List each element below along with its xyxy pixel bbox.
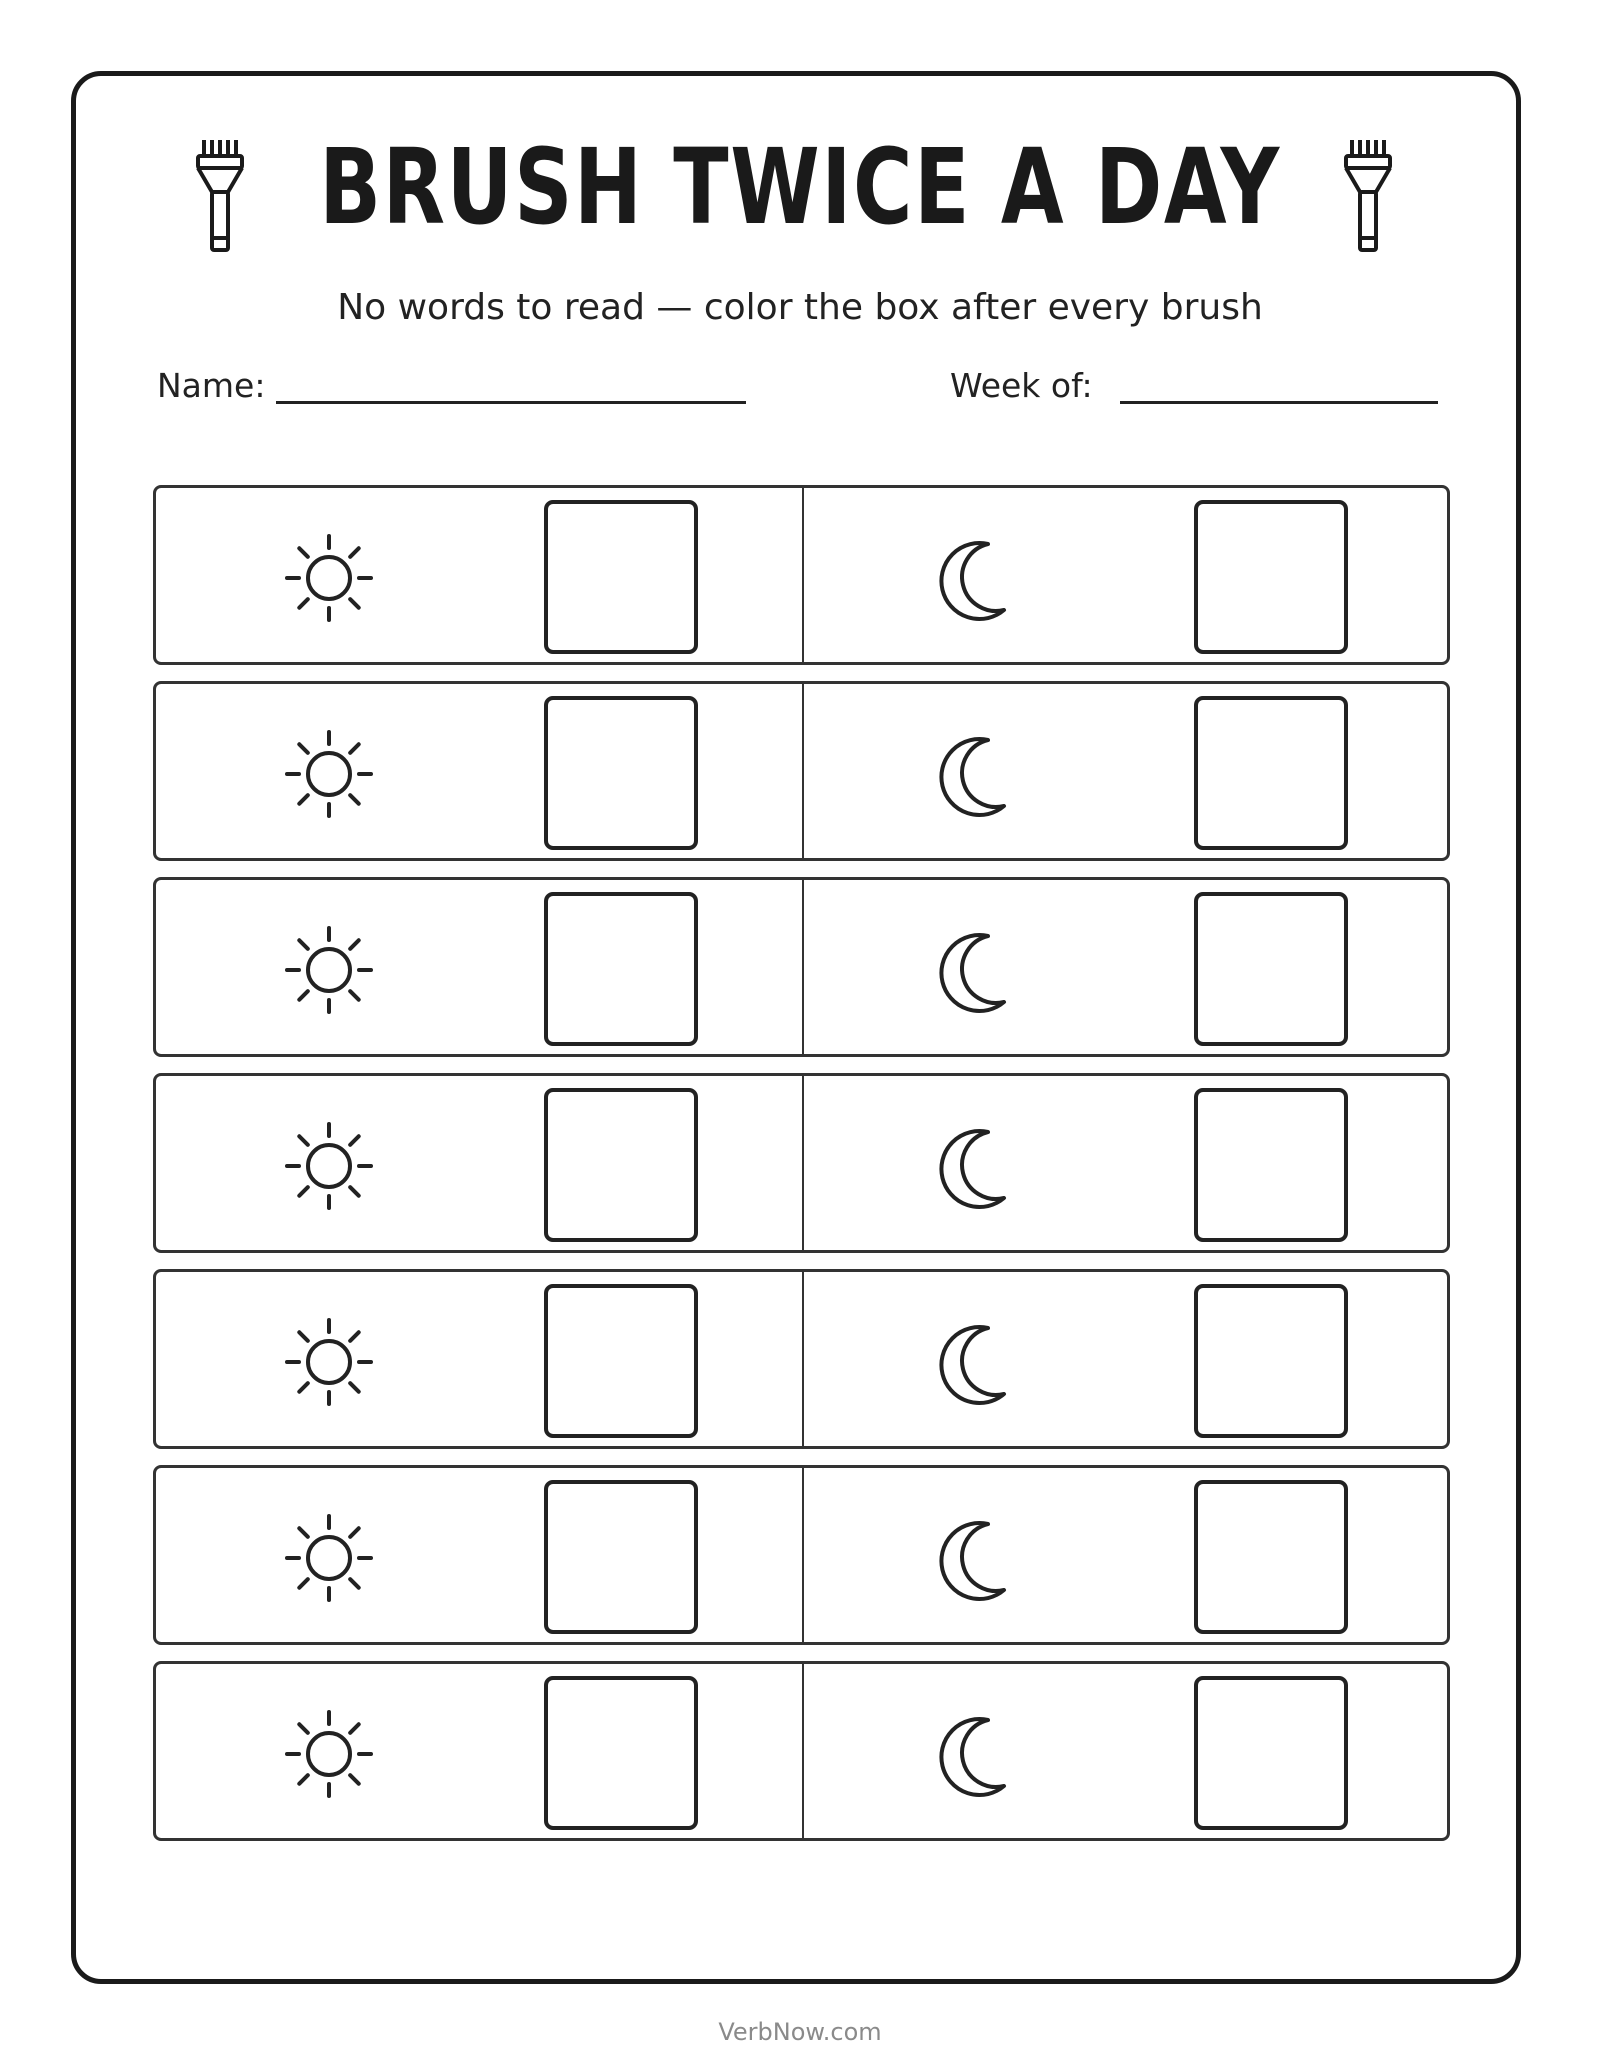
moon-icon xyxy=(926,530,1022,626)
sun-icon xyxy=(281,1510,377,1606)
name-label: Name: xyxy=(157,366,266,405)
chart-row xyxy=(153,485,1450,665)
page-subtitle: No words to read — color the box after every brush xyxy=(337,287,1263,328)
morning-checkbox[interactable] xyxy=(544,696,698,850)
chart-row xyxy=(153,681,1450,861)
row-divider xyxy=(802,1468,804,1642)
moon-icon xyxy=(926,1706,1022,1802)
row-divider xyxy=(802,488,804,662)
morning-checkbox[interactable] xyxy=(544,1088,698,1242)
row-divider xyxy=(802,1076,804,1250)
morning-checkbox[interactable] xyxy=(544,1284,698,1438)
morning-checkbox[interactable] xyxy=(544,1676,698,1830)
sun-icon xyxy=(281,1706,377,1802)
week-field[interactable] xyxy=(1120,401,1438,404)
footer-watermark: VerbNow.com xyxy=(718,2018,882,2046)
moon-icon xyxy=(926,1118,1022,1214)
sun-icon xyxy=(281,922,377,1018)
evening-checkbox[interactable] xyxy=(1194,1676,1348,1830)
moon-icon xyxy=(926,1314,1022,1410)
moon-icon xyxy=(926,1510,1022,1606)
chart-row xyxy=(153,877,1450,1057)
morning-checkbox[interactable] xyxy=(544,892,698,1046)
morning-checkbox[interactable] xyxy=(544,500,698,654)
week-label: Week of: xyxy=(950,366,1093,405)
evening-checkbox[interactable] xyxy=(1194,1284,1348,1438)
evening-checkbox[interactable] xyxy=(1194,500,1348,654)
evening-checkbox[interactable] xyxy=(1194,1480,1348,1634)
row-divider xyxy=(802,880,804,1054)
morning-checkbox[interactable] xyxy=(544,1480,698,1634)
evening-checkbox[interactable] xyxy=(1194,1088,1348,1242)
chart-row xyxy=(153,1661,1450,1841)
name-field[interactable] xyxy=(276,401,746,404)
chart-row xyxy=(153,1073,1450,1253)
evening-checkbox[interactable] xyxy=(1194,696,1348,850)
chart-row xyxy=(153,1269,1450,1449)
sun-icon xyxy=(281,1314,377,1410)
sun-icon xyxy=(281,530,377,626)
page-title: BRUSH TWICE A DAY xyxy=(319,126,1281,248)
chart-row xyxy=(153,1465,1450,1645)
moon-icon xyxy=(926,726,1022,822)
row-divider xyxy=(802,1272,804,1446)
row-divider xyxy=(802,684,804,858)
moon-icon xyxy=(926,922,1022,1018)
row-divider xyxy=(802,1664,804,1838)
evening-checkbox[interactable] xyxy=(1194,892,1348,1046)
sun-icon xyxy=(281,726,377,822)
sun-icon xyxy=(281,1118,377,1214)
